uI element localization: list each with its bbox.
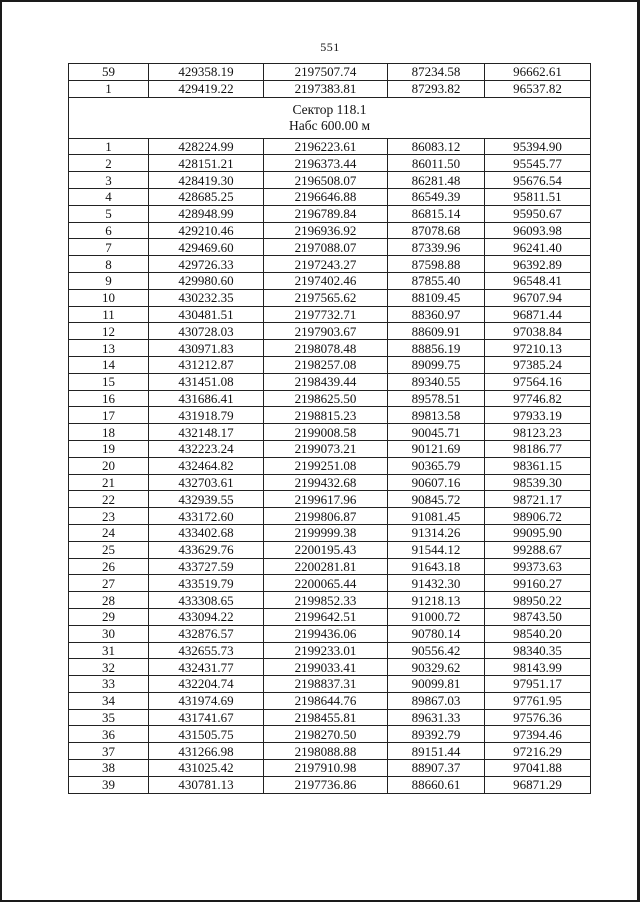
- local-x-cell: 91544.12: [388, 541, 485, 558]
- table-row: [69, 491, 591, 508]
- coord-y-cell: 2199642.51: [264, 608, 388, 625]
- coord-x-cell: 429210.46: [149, 222, 264, 239]
- table-row: [69, 323, 591, 340]
- point-number-cell: 31: [69, 642, 149, 659]
- local-x-cell: 89813.58: [388, 407, 485, 424]
- table-row: [69, 692, 591, 709]
- local-y-cell: 97933.19: [485, 407, 591, 424]
- local-y-cell: 97394.46: [485, 726, 591, 743]
- table-row: [69, 457, 591, 474]
- point-number-cell: 34: [69, 692, 149, 709]
- table-row: [69, 64, 591, 81]
- table-row: [69, 356, 591, 373]
- coord-y-cell: 2197383.81: [264, 80, 388, 97]
- table-row: [69, 575, 591, 592]
- local-y-cell: 99373.63: [485, 558, 591, 575]
- coord-y-cell: 2197243.27: [264, 256, 388, 273]
- table-row: [69, 239, 591, 256]
- local-x-cell: 89867.03: [388, 692, 485, 709]
- coord-y-cell: 2198088.88: [264, 743, 388, 760]
- table-row: [69, 424, 591, 441]
- table-row: [69, 541, 591, 558]
- local-x-cell: 90121.69: [388, 440, 485, 457]
- coord-x-cell: 431266.98: [149, 743, 264, 760]
- table-row: [69, 289, 591, 306]
- local-x-cell: 87234.58: [388, 64, 485, 81]
- local-x-cell: 90845.72: [388, 491, 485, 508]
- local-y-cell: 96662.61: [485, 64, 591, 81]
- local-y-cell: 96392.89: [485, 256, 591, 273]
- coord-x-cell: 433727.59: [149, 558, 264, 575]
- table-row: [69, 474, 591, 491]
- local-x-cell: 88856.19: [388, 340, 485, 357]
- local-x-cell: 90780.14: [388, 625, 485, 642]
- point-number-cell: 3: [69, 172, 149, 189]
- local-y-cell: 98361.15: [485, 457, 591, 474]
- coord-x-cell: 429980.60: [149, 272, 264, 289]
- point-number-cell: 19: [69, 440, 149, 457]
- local-y-cell: 97746.82: [485, 390, 591, 407]
- sector-header-cell: [69, 97, 591, 138]
- point-number-cell: 37: [69, 743, 149, 760]
- coord-x-cell: 433402.68: [149, 524, 264, 541]
- table-row: [69, 155, 591, 172]
- coord-y-cell: 2199806.87: [264, 508, 388, 525]
- local-y-cell: 98143.99: [485, 659, 591, 676]
- local-x-cell: 91081.45: [388, 508, 485, 525]
- local-y-cell: 96548.41: [485, 272, 591, 289]
- local-y-cell: 96707.94: [485, 289, 591, 306]
- local-x-cell: 88109.45: [388, 289, 485, 306]
- point-number-cell: 5: [69, 205, 149, 222]
- coord-y-cell: 2198439.44: [264, 373, 388, 390]
- table-row: [69, 340, 591, 357]
- coord-y-cell: 2196936.92: [264, 222, 388, 239]
- point-number-cell: 12: [69, 323, 149, 340]
- coord-y-cell: 2198815.23: [264, 407, 388, 424]
- sector-header-row: [69, 97, 591, 138]
- point-number-cell: 18: [69, 424, 149, 441]
- local-y-cell: 98906.72: [485, 508, 591, 525]
- coord-x-cell: 431974.69: [149, 692, 264, 709]
- coord-x-cell: 428685.25: [149, 188, 264, 205]
- point-number-cell: 39: [69, 776, 149, 793]
- local-y-cell: 95811.51: [485, 188, 591, 205]
- coord-y-cell: 2199617.96: [264, 491, 388, 508]
- coord-y-cell: 2198078.48: [264, 340, 388, 357]
- local-y-cell: 98950.22: [485, 592, 591, 609]
- local-y-cell: 96537.82: [485, 80, 591, 97]
- sector-title: Сектор 118.1: [292, 101, 367, 117]
- local-y-cell: 97951.17: [485, 676, 591, 693]
- coord-y-cell: 2197402.46: [264, 272, 388, 289]
- point-number-cell: 6: [69, 222, 149, 239]
- coord-x-cell: 430728.03: [149, 323, 264, 340]
- coord-y-cell: 2199073.21: [264, 440, 388, 457]
- point-number-cell: 30: [69, 625, 149, 642]
- coord-y-cell: 2196646.88: [264, 188, 388, 205]
- local-x-cell: 91643.18: [388, 558, 485, 575]
- local-x-cell: 89099.75: [388, 356, 485, 373]
- point-number-cell: 7: [69, 239, 149, 256]
- coord-y-cell: 2196373.44: [264, 155, 388, 172]
- coord-x-cell: 429469.60: [149, 239, 264, 256]
- coord-x-cell: 432655.73: [149, 642, 264, 659]
- point-number-cell: 14: [69, 356, 149, 373]
- point-number-cell: 26: [69, 558, 149, 575]
- local-x-cell: 90607.16: [388, 474, 485, 491]
- local-y-cell: 96871.29: [485, 776, 591, 793]
- local-x-cell: 90365.79: [388, 457, 485, 474]
- coord-y-cell: 2199233.01: [264, 642, 388, 659]
- coord-y-cell: 2197903.67: [264, 323, 388, 340]
- sector-elevation: Набс 600.00 м: [288, 117, 371, 133]
- point-number-cell: 27: [69, 575, 149, 592]
- point-number-cell: 24: [69, 524, 149, 541]
- local-y-cell: 96093.98: [485, 222, 591, 239]
- table-row: [69, 709, 591, 726]
- coord-y-cell: 2196223.61: [264, 138, 388, 155]
- coord-y-cell: 2197910.98: [264, 760, 388, 777]
- table-row: [69, 222, 591, 239]
- coord-y-cell: 2199033.41: [264, 659, 388, 676]
- page-number: 551: [320, 40, 340, 54]
- coord-x-cell: 431451.08: [149, 373, 264, 390]
- local-x-cell: 88660.61: [388, 776, 485, 793]
- table-row: [69, 138, 591, 155]
- local-x-cell: 89392.79: [388, 726, 485, 743]
- coord-x-cell: 431741.67: [149, 709, 264, 726]
- coord-y-cell: 2198270.50: [264, 726, 388, 743]
- table-row: [69, 390, 591, 407]
- coord-x-cell: 433094.22: [149, 608, 264, 625]
- coord-x-cell: 433519.79: [149, 575, 264, 592]
- coord-y-cell: 2199852.33: [264, 592, 388, 609]
- coord-x-cell: 429419.22: [149, 80, 264, 97]
- coord-x-cell: 432703.61: [149, 474, 264, 491]
- local-y-cell: 97210.13: [485, 340, 591, 357]
- point-number-cell: 15: [69, 373, 149, 390]
- point-number-cell: 10: [69, 289, 149, 306]
- coord-y-cell: 2199436.06: [264, 625, 388, 642]
- local-y-cell: 95545.77: [485, 155, 591, 172]
- local-x-cell: 90556.42: [388, 642, 485, 659]
- point-number-cell: 20: [69, 457, 149, 474]
- coord-y-cell: 2200065.44: [264, 575, 388, 592]
- point-number-cell: 11: [69, 306, 149, 323]
- local-y-cell: 98186.77: [485, 440, 591, 457]
- local-x-cell: 90329.62: [388, 659, 485, 676]
- local-y-cell: 99160.27: [485, 575, 591, 592]
- local-x-cell: 91432.30: [388, 575, 485, 592]
- coord-x-cell: 432939.55: [149, 491, 264, 508]
- local-y-cell: 97564.16: [485, 373, 591, 390]
- local-y-cell: 96871.44: [485, 306, 591, 323]
- coord-y-cell: 2198455.81: [264, 709, 388, 726]
- point-number-cell: 2: [69, 155, 149, 172]
- point-number-cell: 21: [69, 474, 149, 491]
- table-row: [69, 592, 591, 609]
- table-row: [69, 508, 591, 525]
- coord-x-cell: 428948.99: [149, 205, 264, 222]
- point-number-cell: 59: [69, 64, 149, 81]
- point-number-cell: 28: [69, 592, 149, 609]
- local-x-cell: 91000.72: [388, 608, 485, 625]
- local-x-cell: 87293.82: [388, 80, 485, 97]
- local-y-cell: 95394.90: [485, 138, 591, 155]
- local-y-cell: 98340.35: [485, 642, 591, 659]
- coord-x-cell: 430232.35: [149, 289, 264, 306]
- local-y-cell: 96241.40: [485, 239, 591, 256]
- local-y-cell: 95950.67: [485, 205, 591, 222]
- table-row: [69, 172, 591, 189]
- point-number-cell: 16: [69, 390, 149, 407]
- table-row: [69, 272, 591, 289]
- coordinates-table: [68, 63, 591, 794]
- local-x-cell: 86281.48: [388, 172, 485, 189]
- coord-y-cell: 2200195.43: [264, 541, 388, 558]
- point-number-cell: 29: [69, 608, 149, 625]
- table-row: [69, 205, 591, 222]
- coord-y-cell: 2196789.84: [264, 205, 388, 222]
- local-x-cell: 87855.40: [388, 272, 485, 289]
- local-x-cell: 91314.26: [388, 524, 485, 541]
- coord-x-cell: 433308.65: [149, 592, 264, 609]
- point-number-cell: 32: [69, 659, 149, 676]
- local-x-cell: 90045.71: [388, 424, 485, 441]
- coord-x-cell: 431686.41: [149, 390, 264, 407]
- local-x-cell: 86815.14: [388, 205, 485, 222]
- coord-y-cell: 2197732.71: [264, 306, 388, 323]
- coord-x-cell: 428151.21: [149, 155, 264, 172]
- point-number-cell: 23: [69, 508, 149, 525]
- local-y-cell: 95676.54: [485, 172, 591, 189]
- table-row: [69, 306, 591, 323]
- local-y-cell: 97041.88: [485, 760, 591, 777]
- table-row: [69, 659, 591, 676]
- local-x-cell: 88360.97: [388, 306, 485, 323]
- coord-x-cell: 429726.33: [149, 256, 264, 273]
- point-number-cell: 1: [69, 138, 149, 155]
- coord-x-cell: 431918.79: [149, 407, 264, 424]
- local-y-cell: 98721.17: [485, 491, 591, 508]
- table-row: [69, 776, 591, 793]
- coord-x-cell: 431025.42: [149, 760, 264, 777]
- table-row: [69, 676, 591, 693]
- local-x-cell: 87078.68: [388, 222, 485, 239]
- local-x-cell: 88609.91: [388, 323, 485, 340]
- local-x-cell: 89631.33: [388, 709, 485, 726]
- point-number-cell: 1: [69, 80, 149, 97]
- coord-x-cell: 432148.17: [149, 424, 264, 441]
- coord-y-cell: 2199432.68: [264, 474, 388, 491]
- coord-y-cell: 2197507.74: [264, 64, 388, 81]
- coord-y-cell: 2198644.76: [264, 692, 388, 709]
- local-y-cell: 97385.24: [485, 356, 591, 373]
- local-x-cell: 91218.13: [388, 592, 485, 609]
- coord-x-cell: 431212.87: [149, 356, 264, 373]
- table-row: [69, 608, 591, 625]
- coord-y-cell: 2197565.62: [264, 289, 388, 306]
- coord-x-cell: 432464.82: [149, 457, 264, 474]
- point-number-cell: 33: [69, 676, 149, 693]
- coord-y-cell: 2198625.50: [264, 390, 388, 407]
- point-number-cell: 4: [69, 188, 149, 205]
- local-x-cell: 89151.44: [388, 743, 485, 760]
- table-row: [69, 373, 591, 390]
- coord-x-cell: 430971.83: [149, 340, 264, 357]
- coord-x-cell: 432223.24: [149, 440, 264, 457]
- coord-y-cell: 2198837.31: [264, 676, 388, 693]
- coord-x-cell: 429358.19: [149, 64, 264, 81]
- coord-x-cell: 432876.57: [149, 625, 264, 642]
- coord-y-cell: 2199999.38: [264, 524, 388, 541]
- coord-x-cell: 428224.99: [149, 138, 264, 155]
- local-x-cell: 88907.37: [388, 760, 485, 777]
- coord-y-cell: 2197088.07: [264, 239, 388, 256]
- table-row: [69, 625, 591, 642]
- local-y-cell: 97216.29: [485, 743, 591, 760]
- coord-x-cell: 433629.76: [149, 541, 264, 558]
- point-number-cell: 17: [69, 407, 149, 424]
- coord-y-cell: 2200281.81: [264, 558, 388, 575]
- local-x-cell: 87339.96: [388, 239, 485, 256]
- point-number-cell: 36: [69, 726, 149, 743]
- coord-y-cell: 2199251.08: [264, 457, 388, 474]
- local-x-cell: 90099.81: [388, 676, 485, 693]
- coord-x-cell: 431505.75: [149, 726, 264, 743]
- table-row: [69, 558, 591, 575]
- point-number-cell: 8: [69, 256, 149, 273]
- local-y-cell: 97761.95: [485, 692, 591, 709]
- local-y-cell: 99288.67: [485, 541, 591, 558]
- point-number-cell: 9: [69, 272, 149, 289]
- local-y-cell: 98123.23: [485, 424, 591, 441]
- coord-x-cell: 430781.13: [149, 776, 264, 793]
- local-x-cell: 87598.88: [388, 256, 485, 273]
- coord-x-cell: 428419.30: [149, 172, 264, 189]
- coord-x-cell: 430481.51: [149, 306, 264, 323]
- point-number-cell: 13: [69, 340, 149, 357]
- local-x-cell: 86011.50: [388, 155, 485, 172]
- local-y-cell: 99095.90: [485, 524, 591, 541]
- table-row: [69, 760, 591, 777]
- local-x-cell: 89578.51: [388, 390, 485, 407]
- coord-y-cell: 2196508.07: [264, 172, 388, 189]
- point-number-cell: 35: [69, 709, 149, 726]
- local-x-cell: 86549.39: [388, 188, 485, 205]
- coord-y-cell: 2199008.58: [264, 424, 388, 441]
- table-row: [69, 743, 591, 760]
- coord-y-cell: 2197736.86: [264, 776, 388, 793]
- table-row: [69, 440, 591, 457]
- point-number-cell: 25: [69, 541, 149, 558]
- point-number-cell: 22: [69, 491, 149, 508]
- coord-x-cell: 432431.77: [149, 659, 264, 676]
- coord-x-cell: 432204.74: [149, 676, 264, 693]
- local-y-cell: 98540.20: [485, 625, 591, 642]
- local-y-cell: 98743.50: [485, 608, 591, 625]
- local-y-cell: 98539.30: [485, 474, 591, 491]
- table-row: [69, 726, 591, 743]
- local-x-cell: 86083.12: [388, 138, 485, 155]
- table-row: [69, 80, 591, 97]
- table-row: [69, 188, 591, 205]
- table-row: [69, 524, 591, 541]
- coord-y-cell: 2198257.08: [264, 356, 388, 373]
- local-x-cell: 89340.55: [388, 373, 485, 390]
- local-y-cell: 97038.84: [485, 323, 591, 340]
- table-row: [69, 256, 591, 273]
- local-y-cell: 97576.36: [485, 709, 591, 726]
- point-number-cell: 38: [69, 760, 149, 777]
- coord-x-cell: 433172.60: [149, 508, 264, 525]
- table-row: [69, 407, 591, 424]
- table-row: [69, 642, 591, 659]
